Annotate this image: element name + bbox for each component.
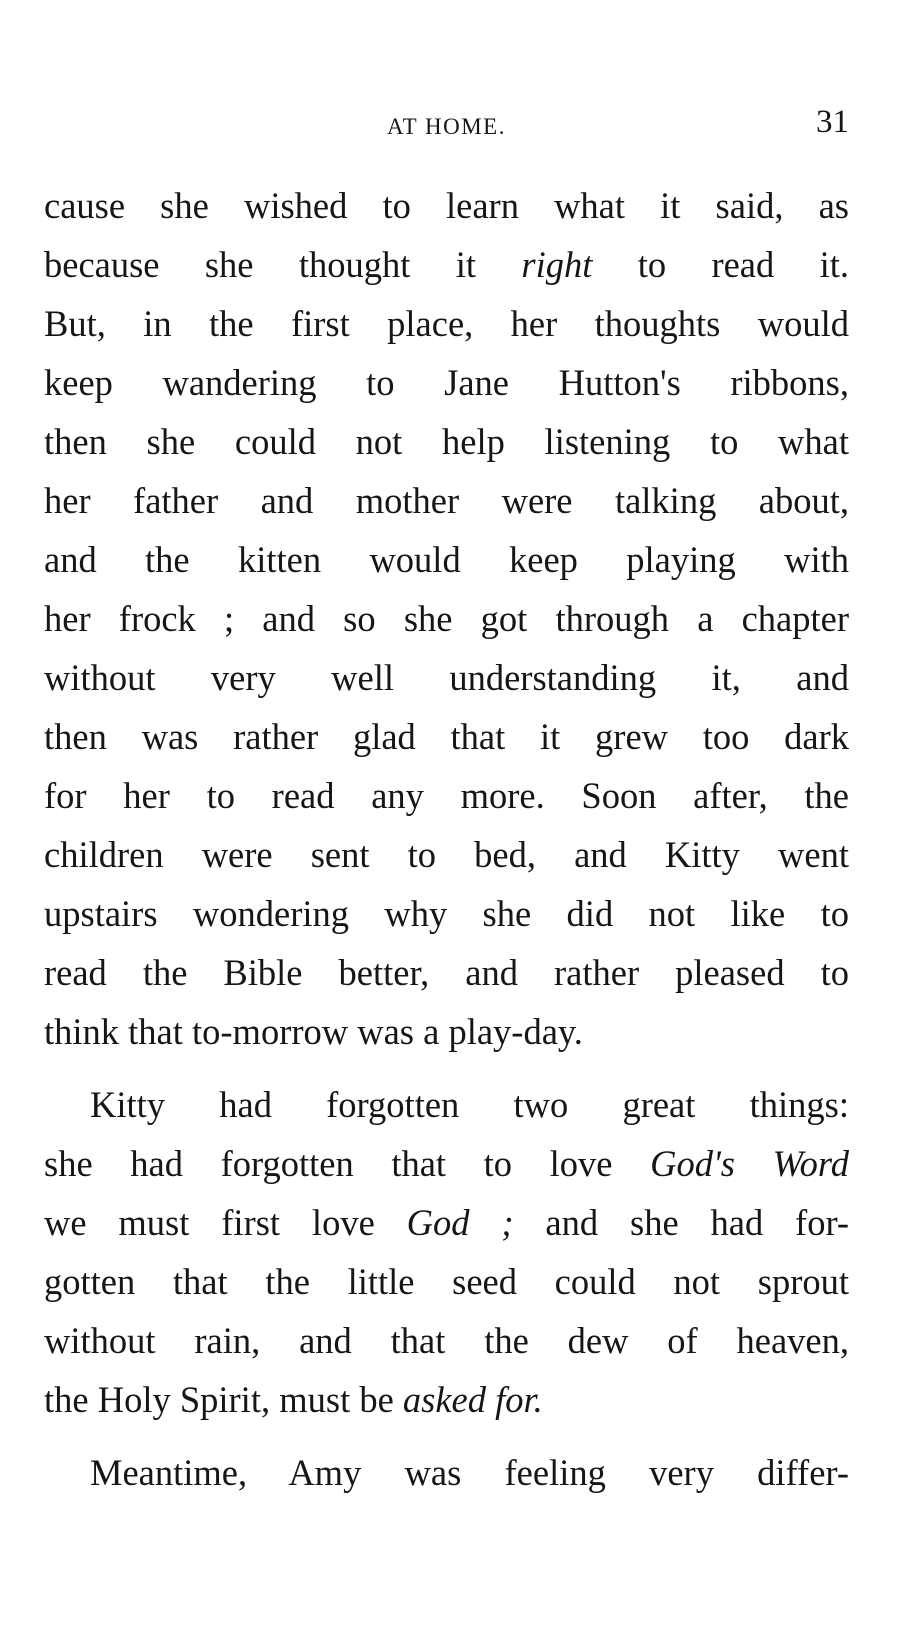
text-line: without rain, and that the dew of heaven, xyxy=(44,1320,849,1361)
text-line: upstairs wondering why she did not like to xyxy=(44,893,849,934)
text-line: her father and mother were talking about, xyxy=(44,480,849,521)
text-line: then was rather glad that it grew too dark xyxy=(44,716,849,757)
text-line xyxy=(44,235,849,294)
text-run: to read it. xyxy=(637,244,849,285)
text-run: she had forgotten that to love xyxy=(44,1143,613,1184)
text-line: keep wandering to Jane Hutton's ribbons, xyxy=(44,362,849,403)
text-line: read the Bible better, and rather pleased to xyxy=(44,952,849,993)
text-line: her frock ; and so she got through a chapter xyxy=(44,598,849,639)
text-run: the Holy Spirit, must be xyxy=(44,1379,394,1420)
page-number: 31 xyxy=(816,104,849,140)
text-line: without very well understanding it, and xyxy=(44,657,849,698)
text-line: Meantime, Amy was feeling very differ- xyxy=(90,1452,849,1493)
body-text xyxy=(44,176,849,1502)
text-run: because she thought it xyxy=(44,244,477,285)
paragraph xyxy=(44,176,849,1061)
text-line: think that to-morrow was a play-day. xyxy=(44,1011,583,1052)
text-line: Kitty had forgotten two great things: xyxy=(90,1084,849,1125)
paragraph xyxy=(44,1443,849,1502)
paragraph-gap xyxy=(44,1061,849,1075)
running-head xyxy=(44,104,849,144)
italic-emphasis: God's Word xyxy=(650,1143,849,1184)
paragraph-gap xyxy=(44,1429,849,1443)
text-line: for her to read any more. Soon after, the xyxy=(44,775,849,816)
text-line xyxy=(44,1370,849,1429)
text-line: children were sent to bed, and Kitty went xyxy=(44,834,849,875)
text-line: But, in the first place, her thoughts would xyxy=(44,303,849,344)
text-line: cause she wished to learn what it said, as xyxy=(44,185,849,226)
text-line xyxy=(44,1193,849,1252)
italic-emphasis: God ; xyxy=(406,1202,514,1243)
running-title: AT HOME. xyxy=(387,114,506,139)
italic-emphasis: right xyxy=(521,244,593,285)
text-line: and the kitten would keep playing with xyxy=(44,539,849,580)
text-line: gotten that the little seed could not sprout xyxy=(44,1261,849,1302)
text-run: we must first love xyxy=(44,1202,375,1243)
text-line: then she could not help listening to what xyxy=(44,421,849,462)
text-run: and she had for- xyxy=(545,1202,850,1243)
italic-emphasis: asked for. xyxy=(402,1379,543,1420)
paragraph xyxy=(44,1075,849,1429)
text-line xyxy=(44,1134,849,1193)
